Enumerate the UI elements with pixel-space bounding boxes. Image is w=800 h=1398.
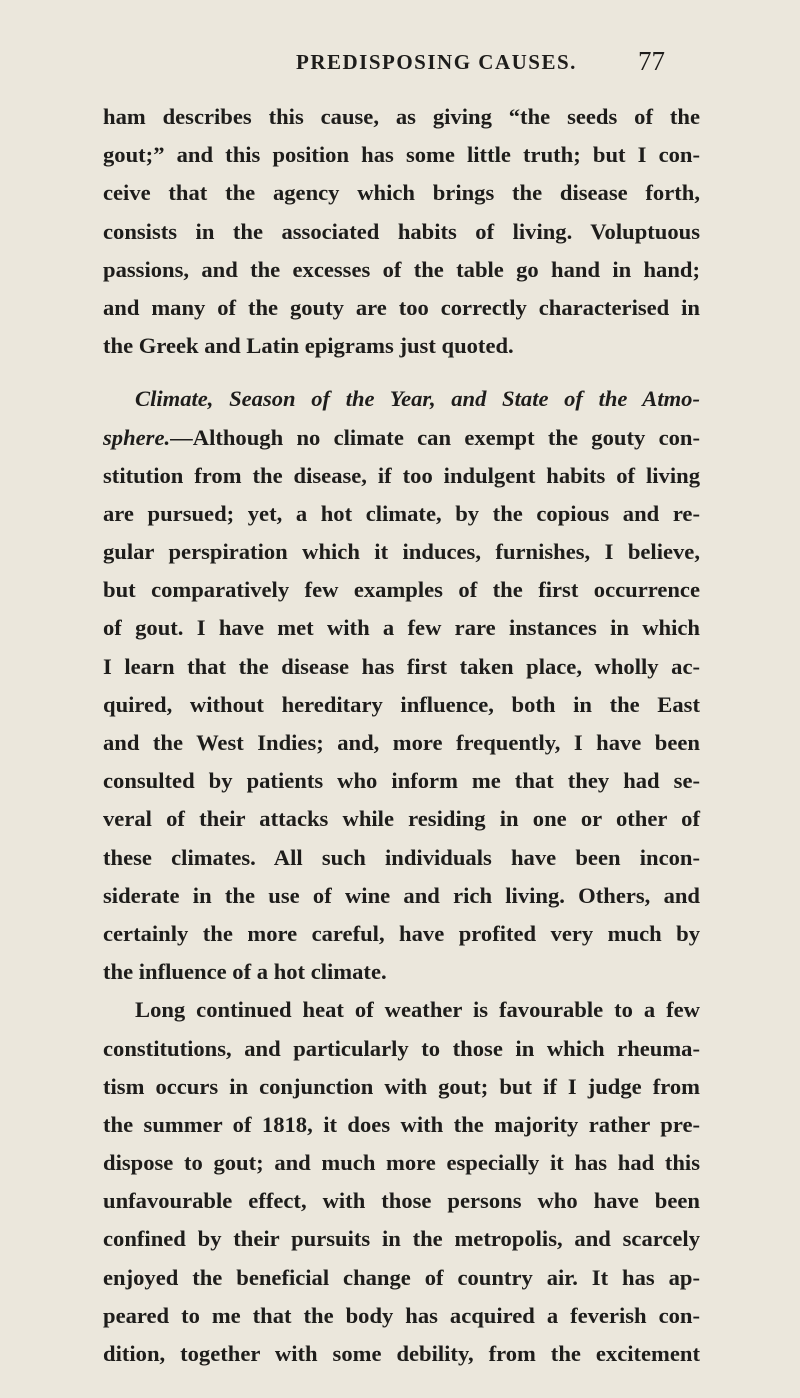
text-line: ceive that the agency which brings the disease forth, [103,180,700,206]
text-line: gout;” and this position has some little truth; but I con- [103,142,700,168]
text-line: I learn that the disease has first taken place, wholly ac- [103,653,700,679]
text-line: passions, and the excesses of the table go hand in hand; [103,256,700,282]
text-fragment: —Although no climate can exempt the gouty con- [170,424,700,450]
text-line: veral of their attacks while residing in one or other of [103,806,700,832]
text-line: quired, without hereditary influence, both in the East [103,691,700,717]
text-line: the summer of 1818, it does with the majority rather pre- [103,1111,700,1137]
paragraph-3 [103,991,700,1373]
text-line: tism occurs in conjunction with gout; but if I judge from [103,1073,700,1099]
text-line: consists in the associated habits of living. Voluptuous [103,218,700,244]
text-line: unfavourable effect, with those persons who have been [103,1188,700,1214]
text-line: confined by their pursuits in the metropolis, and scarcely [103,1226,700,1252]
text-line: gular perspiration which it induces, furnishes, I believe, [103,539,700,565]
page-number: 77 [638,46,665,76]
text-line: consulted by patients who inform me that they had se- [103,768,700,794]
text-line: and the West Indies; and, more frequently, I have been [103,730,700,755]
text-line: enjoyed the beneficial change of country air. It has ap- [103,1264,700,1290]
text-line: constitutions, and particularly to those in which rheuma- [103,1035,700,1061]
section-heading-end: sphere. [103,424,171,450]
text-line: but comparatively few examples of the first occurrence [103,577,700,603]
section-heading: Climate, Season of the Year, and State of the Atmo- [135,386,700,412]
text-line [103,419,700,457]
body-text [103,98,700,1373]
text-line: of gout. I have met with a few rare instances in which [103,615,700,641]
text-line: ham describes this cause, as giving “the seeds of the [103,104,700,129]
text-line: siderate in the use of wine and rich living. Others, and [103,882,700,908]
running-head: PREDISPOSING CAUSES. [296,50,577,74]
paragraph-1 [103,98,700,365]
text-line: the influence of a hot climate. [103,959,387,985]
text-line: Long continued heat of weather is favourable to a few [135,997,700,1023]
page-header [0,46,800,86]
text-line: dition, together with some debility, from the excitement [103,1341,700,1366]
text-line: certainly the more careful, have profited very much by [103,920,700,946]
text-line: are pursued; yet, a hot climate, by the copious and re- [103,500,700,526]
text-line: stitution from the disease, if too indulgent habits of living [103,462,700,488]
text-line: peared to me that the body has acquired a feverish con- [103,1302,700,1328]
text-line: dispose to gout; and much more especially it has had this [103,1150,700,1176]
text-line: the Greek and Latin epigrams just quoted. [103,333,514,359]
paragraph-2 [103,380,700,991]
text-line: and many of the gouty are too correctly characterised in [103,294,700,320]
text-line: these climates. All such individuals have been incon- [103,844,700,870]
